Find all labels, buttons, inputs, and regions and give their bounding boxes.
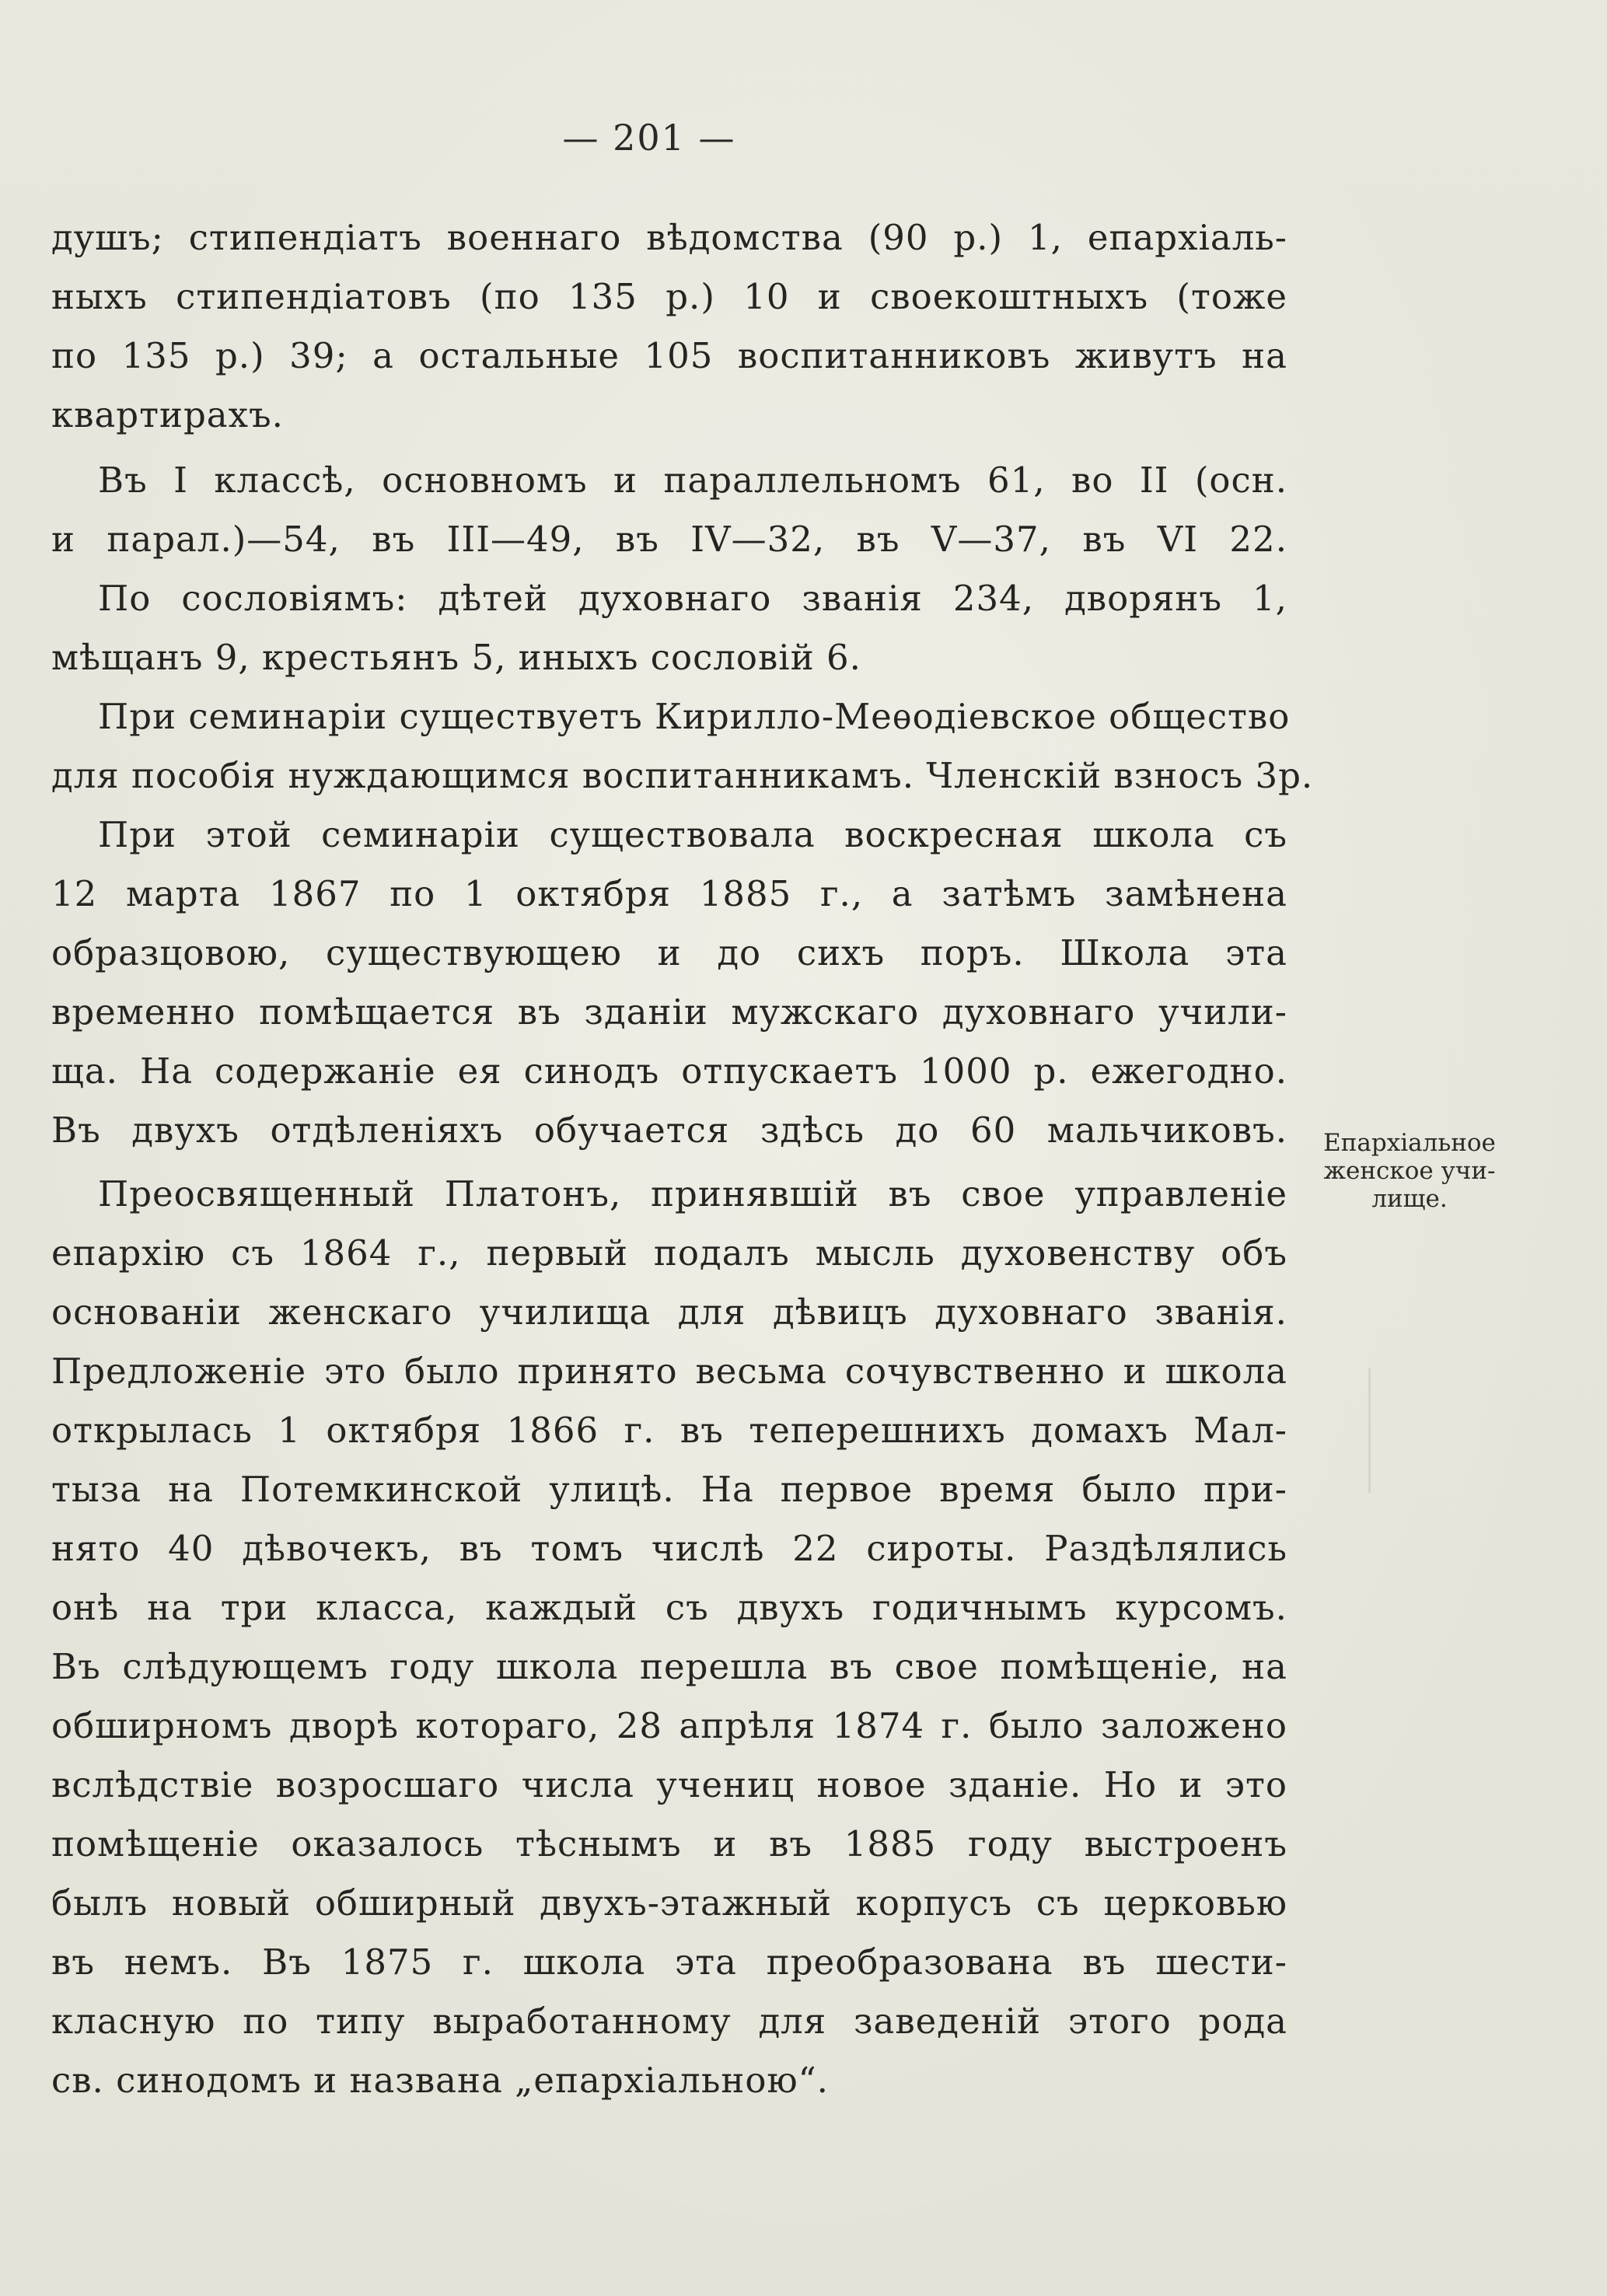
main-text-column <box>51 208 1314 2110</box>
margin-note-line: лище. <box>1371 1185 1448 1213</box>
text-line: 12 марта 1867 по 1 октября 1885 г., а затѣмъ замѣнена <box>51 873 1287 914</box>
text-line: Предложеніе это было принято весьма сочувственно и школа <box>51 1351 1287 1392</box>
text-line: квартирахъ. <box>51 394 284 435</box>
text-line: ныхъ стипендіатовъ (по 135 р.) 10 и своекоштныхъ (тоже <box>51 276 1287 317</box>
text-line: вслѣдствіе возросшаго числа учениц новое зданіе. Но и это <box>51 1764 1287 1805</box>
paragraph <box>51 451 1287 569</box>
text-line: ща. На содержаніе ея синодъ отпускаетъ 1000 р. ежегодно. <box>51 1050 1287 1092</box>
text-line: помѣщеніе оказалось тѣснымъ и въ 1885 году выстроенъ <box>51 1823 1287 1864</box>
text-line: онѣ на три класса, каждый съ двухъ годичнымъ курсомъ. <box>51 1587 1287 1628</box>
text-line: нято 40 дѣвочекъ, въ томъ числѣ 22 сироты. Раздѣлялись <box>51 1528 1287 1569</box>
text-line: для пособія нуждающимся воспитанникамъ. Членскій взносъ 3р. <box>51 755 1314 796</box>
text-line: При семинаріи существуетъ Кирилло-Меѳодіевское общество <box>98 696 1291 737</box>
text-line: тыза на Потемкинской улицѣ. На первое время было при- <box>51 1469 1287 1510</box>
text-line: открылась 1 октября 1866 г. въ теперешнихъ домахъ Мал- <box>51 1410 1287 1451</box>
paragraph <box>51 1165 1287 2110</box>
page-number-header: — 201 — <box>562 117 736 159</box>
margin-note-line: Епархіальное <box>1323 1129 1496 1157</box>
bleed-through-mark <box>1368 1368 1371 1493</box>
paragraph <box>51 569 1287 687</box>
text-line: душъ; стипендіатъ военнаго вѣдомства (90 р.) 1, епархіаль- <box>51 217 1287 258</box>
text-line: по 135 р.) 39; а остальные 105 воспитанниковъ живутъ на <box>51 335 1287 376</box>
text-line: При этой семинаріи существовала воскресная школа съ <box>98 814 1287 855</box>
text-line: обширномъ дворѣ котораго, 28 апрѣля 1874 г. было заложено <box>51 1705 1287 1746</box>
text-line: основаніи женскаго училища для дѣвицъ духовнаго званія. <box>51 1291 1287 1333</box>
text-line: образцовою, существующею и до сихъ поръ. Школа эта <box>51 932 1287 973</box>
text-line: Преосвященный Платонъ, принявшій въ свое управленіе <box>98 1173 1287 1214</box>
paragraph <box>51 806 1287 1160</box>
text-line: Въ I классѣ, основномъ и параллельномъ 61, во II (осн. <box>98 460 1287 501</box>
text-line: въ немъ. Въ 1875 г. школа эта преобразована въ шести- <box>51 1941 1287 1983</box>
text-line: По сословіямъ: дѣтей духовнаго званія 234, дворянъ 1, <box>98 578 1287 619</box>
text-line: класную по типу выработанному для заведеній этого рода <box>51 2001 1287 2042</box>
text-line: былъ новый обширный двухъ-этажный корпусъ съ церковью <box>51 1882 1287 1924</box>
text-line: епархію съ 1864 г., первый подалъ мысль духовенству объ <box>51 1232 1287 1274</box>
text-line: Въ слѣдующемъ году школа перешла въ свое помѣщеніе, на <box>51 1646 1287 1687</box>
margin-note <box>1297 1129 1522 1213</box>
text-line: временно помѣщается въ зданіи мужскаго духовнаго учили- <box>51 991 1287 1033</box>
margin-note-line: женское учи- <box>1323 1157 1496 1185</box>
text-line: мѣщанъ 9, крестьянъ 5, иныхъ сословій 6. <box>51 637 861 678</box>
text-line: и парал.)—54, въ III—49, въ IV—32, въ V—37, въ VI 22. <box>51 519 1287 560</box>
paragraph <box>51 687 1314 806</box>
text-line: Въ двухъ отдѣленіяхъ обучается здѣсь до 60 мальчиковъ. <box>51 1110 1287 1151</box>
paragraph <box>51 208 1287 445</box>
text-line: св. синодомъ и названа „епархіальною“. <box>51 2060 829 2101</box>
